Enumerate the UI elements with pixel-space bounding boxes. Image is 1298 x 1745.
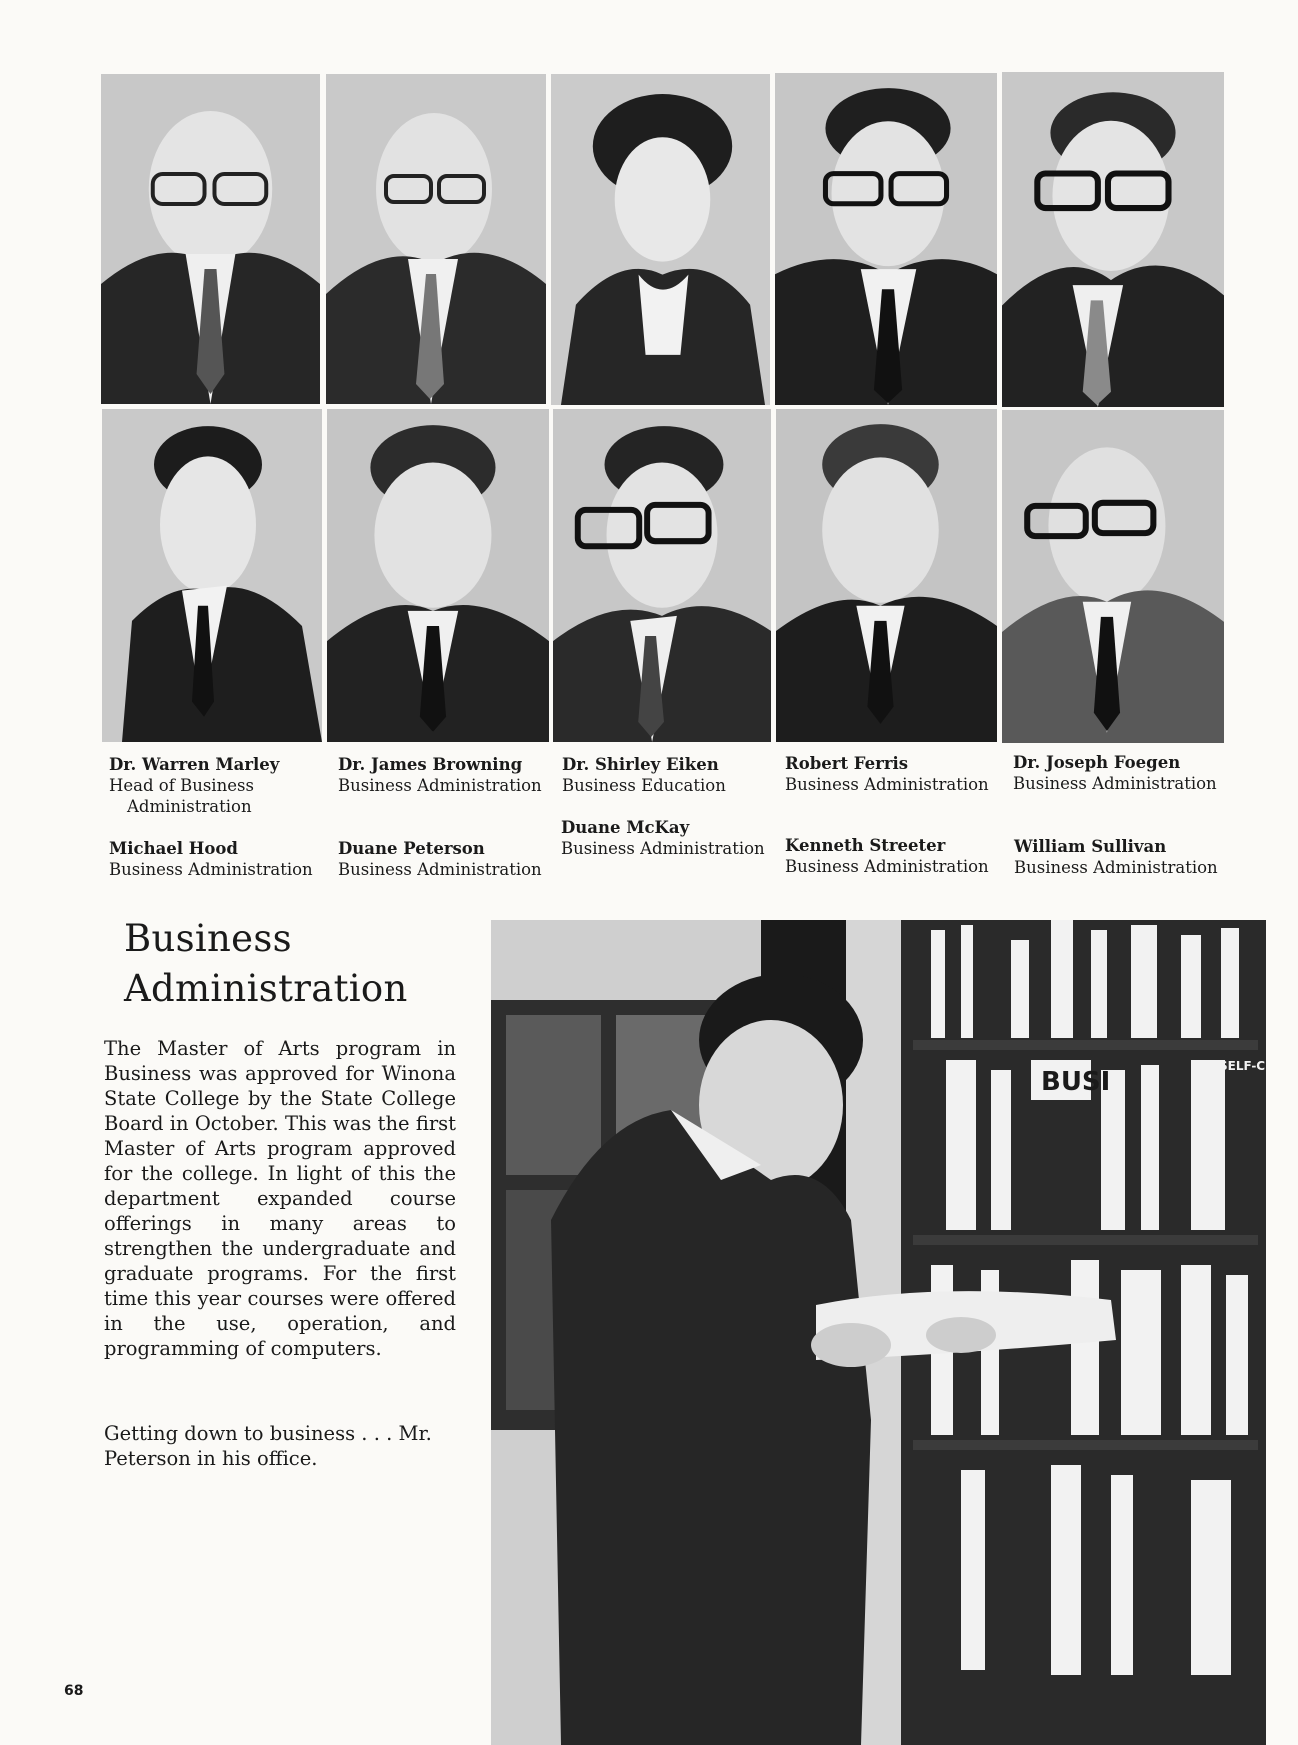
faculty-name: Duane McKay [561,818,690,837]
faculty-name: Michael Hood [109,839,238,858]
faculty-role: Business Administration [1013,774,1217,793]
faculty-name: Kenneth Streeter [785,836,946,855]
section-body: The Master of Arts program in Business was approved for Winona State College by the State College Board in October. This was the first Master of Arts program approved for the college. In light of this the department expanded course offerings in many areas to strengthen the undergraduate and graduate programs. For the first time this year courses were offered in the use, operation, and programming of computers. [104,1037,456,1360]
faculty-role: Business Administration [1014,858,1218,877]
photo-caption: Getting down to business . . . Mr. Peterson in his office. [104,1422,432,1470]
caption-joseph-foegen [1013,752,1218,794]
portrait-michael-hood [102,409,322,742]
portrait-duane-peterson [327,409,549,742]
faculty-role: Business Administration [338,776,542,795]
caption-duane-mckay [561,817,766,859]
portrait-robert-ferris [775,73,997,405]
faculty-role: Business Administration [785,857,989,876]
caption-duane-peterson [338,838,543,880]
section-title-line2: Administration [124,967,408,1010]
book-spine-text-2: SELF-C [1219,1059,1266,1073]
page-number: 68 [64,1683,84,1699]
portrait-shirley-eiken [551,74,770,405]
faculty-role: Business Administration [109,860,313,879]
faculty-name: Dr. Joseph Foegen [1013,753,1181,772]
section-title-line1: Business [124,917,292,960]
faculty-name: Dr. Shirley Eiken [562,755,719,774]
caption-robert-ferris [785,753,990,795]
caption-michael-hood [109,838,314,880]
portrait-warren-marley [101,74,320,404]
book-spine-text: BUSI [1041,1067,1111,1097]
portrait-james-browning [326,74,546,404]
faculty-role: Head of Business Administration [109,776,254,816]
faculty-name: William Sullivan [1014,837,1167,856]
section-title [124,914,408,1014]
caption-james-browning [338,754,543,796]
faculty-role: Business Administration [785,775,989,794]
faculty-role: Business Administration [561,839,765,858]
caption-kenneth-streeter [785,835,990,877]
portrait-duane-mckay [553,409,771,742]
faculty-role: Business Education [562,776,726,795]
portrait-kenneth-streeter [776,409,997,742]
faculty-name: Duane Peterson [338,839,485,858]
faculty-role: Business Administration [338,860,542,879]
faculty-name: Dr. James Browning [338,755,523,774]
portrait-joseph-foegen [1002,72,1224,407]
caption-shirley-eiken [562,754,767,796]
caption-warren-marley [109,754,314,817]
faculty-name: Robert Ferris [785,754,909,773]
office-photo [491,920,1266,1745]
caption-william-sullivan [1014,836,1219,878]
portrait-william-sullivan [1002,410,1224,743]
faculty-name: Dr. Warren Marley [109,755,280,774]
